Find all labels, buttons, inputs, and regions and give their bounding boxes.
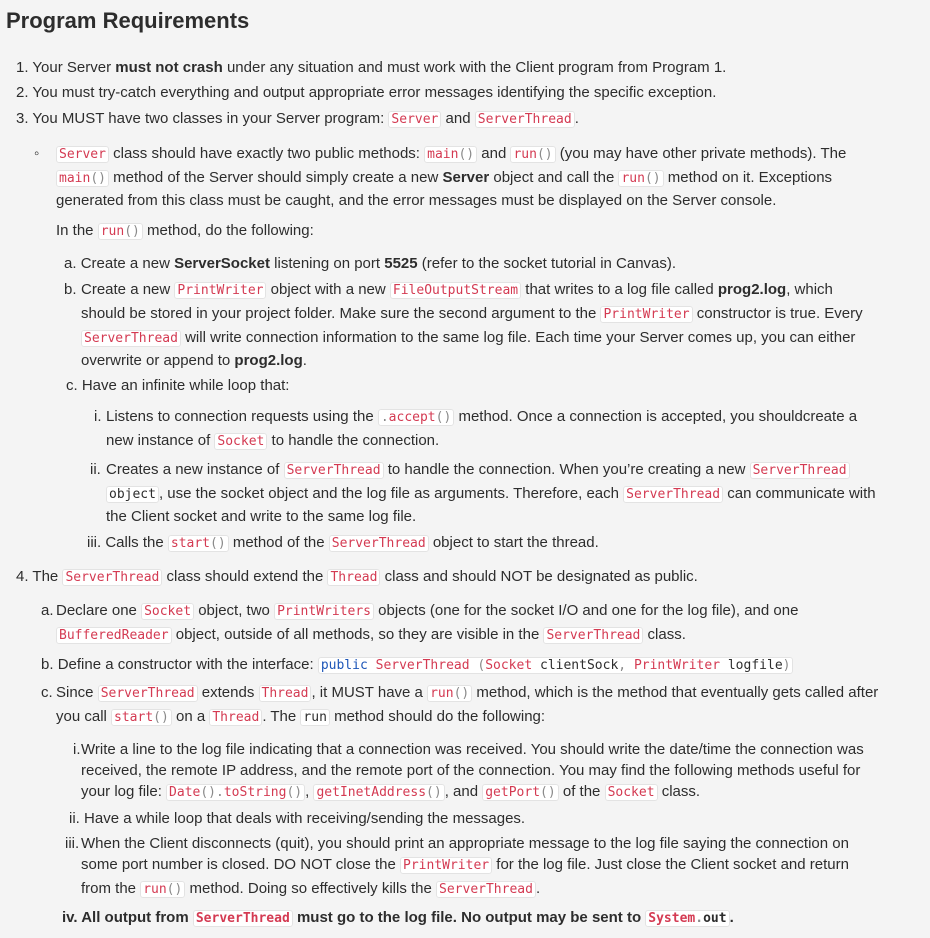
code-run: run() bbox=[427, 685, 472, 702]
code-run: run bbox=[300, 709, 329, 726]
step-a: a. Create a new ServerSocket listening on port 5525 (refer to the socket tutorial in Canvas). bbox=[64, 255, 677, 272]
code-run: run() bbox=[510, 146, 555, 163]
code-server: Server bbox=[56, 146, 109, 163]
code-printwriter: PrintWriter bbox=[400, 857, 492, 874]
code-getinetaddress: getInetAddress() bbox=[313, 784, 444, 801]
list-marker: 1. bbox=[16, 59, 29, 76]
code-start: start() bbox=[168, 535, 229, 552]
list-item-4: 4. The ServerThread class should extend the Thread class and should NOT be designated as public. bbox=[16, 568, 698, 585]
step-c-iii: iii. Calls the start() method of the ServerThread object to start the thread. bbox=[87, 534, 599, 551]
code-printwriter: PrintWriter bbox=[600, 306, 692, 323]
code-system-out: System.out bbox=[645, 910, 729, 927]
list-marker: 3. bbox=[16, 110, 29, 127]
code-serverthread: ServerThread bbox=[543, 627, 643, 644]
code-getport: getPort() bbox=[482, 784, 558, 801]
code-serverthread: ServerThread bbox=[81, 330, 181, 347]
code-main: main() bbox=[424, 146, 477, 163]
list-marker: 2. bbox=[16, 84, 29, 101]
code-object: object bbox=[106, 486, 159, 503]
code-serverthread: ServerThread bbox=[623, 486, 723, 503]
code-socket: Socket bbox=[214, 433, 267, 450]
code-serverthread: ServerThread bbox=[436, 881, 536, 898]
code-printwriters: PrintWriters bbox=[274, 603, 374, 620]
code-fileoutputstream: FileOutputStream bbox=[390, 282, 521, 299]
list-item-3: 3. You MUST have two classes in your Server program: Server and ServerThread . bbox=[16, 110, 579, 127]
intro-run-steps: In the run() method, do the following: bbox=[56, 222, 314, 239]
page-title: Program Requirements bbox=[6, 8, 250, 33]
code-thread: Thread bbox=[327, 569, 380, 586]
code-run: run() bbox=[98, 223, 143, 240]
list-item-1: 1. Your Server must not crash under any situation and must work with the Client program from Program 1. bbox=[16, 59, 727, 76]
step-c: c. Have an infinite while loop that: bbox=[66, 377, 290, 394]
code-run: run() bbox=[140, 881, 185, 898]
code-date-tostring: Date().toString() bbox=[166, 784, 305, 801]
code-start: start() bbox=[111, 709, 172, 726]
list-item-2: 2. You must try-catch everything and output appropriate error messages identifying the specific exception. bbox=[16, 84, 717, 101]
code-serverthread: ServerThread bbox=[329, 535, 429, 552]
code-serverthread: ServerThread bbox=[98, 685, 198, 702]
code-thread: Thread bbox=[259, 685, 312, 702]
code-printwriter: PrintWriter bbox=[174, 282, 266, 299]
code-serverthread: ServerThread bbox=[475, 111, 575, 128]
code-run: run() bbox=[618, 170, 663, 187]
code-bufferedreader: BufferedReader bbox=[56, 627, 172, 644]
item-4-c-iv: iv. All output from ServerThread must go to the log file. No output may be sent to System.out . bbox=[62, 909, 734, 926]
item-4-c-ii: ii. Have a while loop that deals with receiving/sending the messages. bbox=[69, 810, 526, 827]
bullet-marker: ◦ bbox=[34, 145, 40, 162]
document-page: Program Requirements 1. Your Server must not crash under any situation and must work with the Client program from Program 1. 2. You must try-catch everything and output appropriate error messages identifying the specific exception. 3. You MUST have two classes in your Server program: Server and ServerThread . ◦ Server class should have exactly two public methods: main() and run() (you may have other private methods). The main() method of the Server should simply create a new Server object and call the run() method on it. Exceptions generated from this class must be caught, and the error messages must be displayed on the Server console. In the run() method, do the following: a. Create a new ServerSocket listening on port 5525 (refer to the socket tutorial in Canvas). b. Create a new PrintWriter object with a new FileOutputStream that writes to a log file called prog2.log, which should be stored in your project folder. Make sure the second argument to the PrintWriter constructor is true. Every ServerThread will write connection information to the same log file. Each time your Server comes up, you can either overwrite or append to prog2.log. c. Have an infinite while loop that: i. Listens to connection requests using the .accept() method. Once a connection is accepted, you shouldcreate a new instance of Socket to handle the connection. ii. Creates a new instance of ServerThread to handle the connection. When you’re creating a new ServerThread object , use the socket object and the log file as arguments. Therefore, each ServerThread can communicate with the Client socket and write to the same log file. iii. Calls the start() method of the ServerThread object to start the thread. 4. The ServerThread class should extend the Thread class and should NOT be designated as public. a. Declare one Socket object, two PrintWriters objects (one for the socket I/O and one for the log file), and one BufferedReader object, outside of all methods, so they are visible in the ServerThread class. b. Define a constructor with the interface: public ServerThread (Socket clientSock, PrintWriter logfile) c. Since ServerThread extends Thread , it MUST have a run() method, which is the method that eventually gets called after you call start() on a Thread . The run method should do the following: i. Write a line to the log file indicating that a connection was received. You should write the date/time the connection was received, the remote IP address, and the remote port of the connection. You may find the following methods useful for your log file: Date().toString() , getInetAddress() , and getPort() of the Socket class. ii. Have a while loop that deals with receiving/sending the messages. iii. When the Client disconnects (quit), you should print an appropriate message to the log file saying the connection on some port number is closed. DO NOT close the PrintWriter for the log file. Just close the Client socket and return from the run() method. Doing so effectively kills the ServerThread . iv. All output from ServerThread must go to the log file. No output may be sent to System.out . bbox=[0, 0, 930, 938]
code-accept: .accept() bbox=[378, 409, 454, 426]
code-main: main() bbox=[56, 170, 109, 187]
code-thread: Thread bbox=[209, 709, 262, 726]
code-serverthread: ServerThread bbox=[62, 569, 162, 586]
code-socket: Socket bbox=[605, 784, 658, 801]
code-serverthread: ServerThread bbox=[193, 910, 293, 927]
code-serverthread: ServerThread bbox=[284, 462, 384, 479]
code-socket: Socket bbox=[141, 603, 194, 620]
item-4-b: b. Define a constructor with the interface: public ServerThread (Socket clientSock, PrintWriter logfile) bbox=[41, 653, 793, 677]
code-serverthread: ServerThread bbox=[750, 462, 850, 479]
code-constructor-signature: public ServerThread (Socket clientSock, PrintWriter logfile) bbox=[318, 657, 794, 674]
code-server: Server bbox=[388, 111, 441, 128]
